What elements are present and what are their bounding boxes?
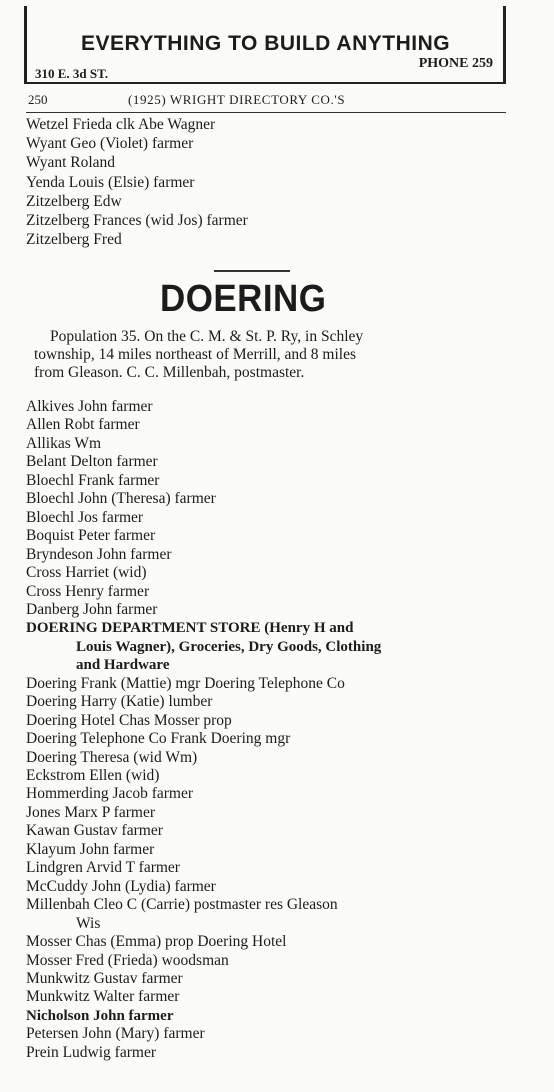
listing-entry: Kawan Gustav farmer <box>26 822 163 840</box>
description-line: from Gleason. C. C. Millenbah, postmaster. <box>34 364 305 381</box>
listing-entry: Bloechl Frank farmer <box>26 471 160 489</box>
listing-entry: Wis <box>76 914 101 932</box>
advertisement-headline: EVERYTHING TO BUILD ANYTHING <box>81 32 451 55</box>
description-line: township, 14 miles northeast of Merrill, and 8 miles <box>34 346 357 363</box>
advertisement-cropped-line <box>67 8 447 20</box>
listing-entry: Doering Telephone Co Frank Doering mgr <box>26 730 291 748</box>
listing-entry: Wyant Geo (Violet) farmer <box>26 135 194 153</box>
listing-entry: Doering Hotel Chas Mosser prop <box>26 711 232 729</box>
business-listing-entry: Louis Wagner), Groceries, Dry Goods, Clothing <box>76 638 382 655</box>
listing-entry: Belant Delton farmer <box>26 453 158 471</box>
listing-entry: Petersen John (Mary) farmer <box>26 1025 205 1043</box>
page-number: 250 <box>28 92 48 107</box>
listing-entry: Zitzelberg Frances (wid Jos) farmer <box>26 212 248 229</box>
advertisement-address: 310 E. 3d ST. <box>35 66 109 81</box>
listing-entry: Millenbah Cleo C (Carrie) postmaster res Gleason <box>26 896 338 914</box>
running-head: (1925) WRIGHT DIRECTORY CO.'S <box>128 92 346 107</box>
town-description <box>34 328 514 382</box>
advertisement-box <box>24 6 506 84</box>
listing-entry: Wetzel Frieda clk Abe Wagner <box>26 116 216 133</box>
listing-entry: Yenda Louis (Elsie) farmer <box>26 173 195 191</box>
business-listing-entry: and Hardware <box>76 657 170 674</box>
listing-entry: Prein Ludwig farmer <box>26 1043 156 1061</box>
listing-entry: Eckstrom Ellen (wid) <box>26 767 160 784</box>
listing-entry: Alkives John farmer <box>26 398 153 415</box>
section-divider <box>214 270 290 272</box>
listing-entry: Allen Robt farmer <box>26 416 140 434</box>
listing-entry: Boquist Peter farmer <box>26 527 156 545</box>
town-title: DOERING <box>160 278 327 320</box>
listing-entry: Bloechl John (Theresa) farmer <box>26 490 216 508</box>
listing-entry: Wyant Roland <box>26 154 116 172</box>
listing-entry: Lindgren Arvid T farmer <box>26 859 180 877</box>
business-listing-entry: DOERING DEPARTMENT STORE (Henry H and <box>26 620 354 637</box>
listing-entry: Mosser Fred (Frieda) woodsman <box>26 951 229 969</box>
page-header <box>26 92 506 113</box>
listing-entry: Doering Harry (Katie) lumber <box>26 693 213 711</box>
listing-entry: Jones Marx P farmer <box>26 803 155 821</box>
listing-entry: Allikas Wm <box>26 434 102 452</box>
listing-entry: Zitzelberg Edw <box>26 192 122 210</box>
advertisement-phone: PHONE 259 <box>418 56 493 71</box>
listing-entry: Munkwitz Walter farmer <box>26 988 180 1006</box>
listing-entry: Cross Harriet (wid) <box>26 564 147 582</box>
listing-entry: Bloechl Jos farmer <box>26 508 144 526</box>
business-listing-entry: Nicholson John farmer <box>26 1007 174 1024</box>
listing-entry: Doering Theresa (wid Wm) <box>26 748 198 766</box>
listing-entry: Bryndeson John farmer <box>26 545 172 563</box>
listing-entry: McCuddy John (Lydia) farmer <box>26 877 216 895</box>
listing-entry: Mosser Chas (Emma) prop Doering Hotel <box>26 933 287 951</box>
listing-entry: Cross Henry farmer <box>26 582 150 600</box>
listing-entry: Doering Frank (Mattie) mgr Doering Telephone Co <box>26 674 345 692</box>
listing-entry: Klayum John farmer <box>26 840 155 858</box>
description-line: Population 35. On the C. M. & St. P. Ry, in Schley <box>50 328 364 345</box>
listing-entry: Hommerding Jacob farmer <box>26 785 193 803</box>
listing-entry: Danberg John farmer <box>26 600 158 618</box>
listing-entry: Munkwitz Gustav farmer <box>26 969 183 987</box>
listing-entry: Zitzelberg Fred <box>26 231 122 249</box>
